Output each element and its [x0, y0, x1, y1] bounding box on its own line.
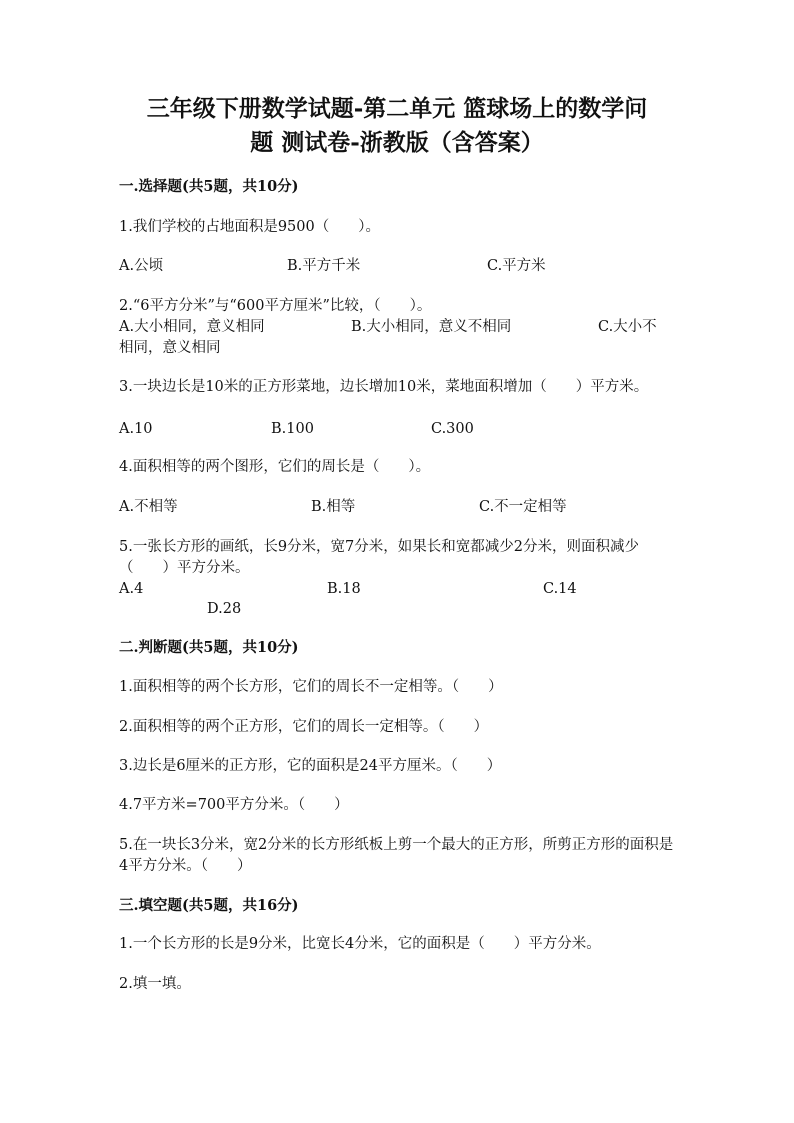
question-3-1: 1.一个长方形的长是9分米，比宽长4分米，它的面积是（ ）平方分米。 [119, 936, 601, 952]
option-1-4-c: C.不一定相等 [479, 499, 567, 515]
option-1-3-a: A.10 [119, 421, 153, 437]
option-1-5-c: C.14 [543, 581, 577, 597]
section-heading-choice: 一.选择题(共5题，共10分) [119, 178, 299, 195]
option-1-4-b: B.相等 [311, 499, 356, 515]
option-1-3-c: C.300 [431, 421, 474, 437]
option-1-1-b: B.平方千米 [287, 258, 361, 274]
option-1-5-a: A.4 [119, 581, 144, 597]
section-heading-judgement: 二.判断题(共5题，共10分) [119, 639, 299, 656]
page-title [100, 92, 694, 160]
title-line-2: 题 测试卷-浙教版（含答案） [250, 129, 544, 156]
question-1-1: 1.我们学校的占地面积是9500（ ）。 [119, 219, 380, 235]
option-1-2-b: B.大小相同，意义不相同 [351, 319, 512, 335]
question-1-5: 5.一张长方形的画纸，长9分米，宽7分米，如果长和宽都减少2分米，则面积减少（ ）平方分米。 [119, 539, 640, 576]
option-1-5-d: D.28 [207, 601, 242, 617]
option-1-3-b: B.100 [271, 421, 314, 437]
option-1-2-c-continued: 相同，意义相同 [119, 340, 221, 356]
question-1-4: 4.面积相等的两个图形，它们的周长是（ ）。 [119, 459, 431, 475]
question-2-3: 3.边长是6厘米的正方形，它的面积是24平方厘米。（ ） [119, 758, 502, 774]
section-heading-fill-blank: 三.填空题(共5题，共16分) [119, 897, 299, 914]
option-1-2-a: A.大小相同，意义相同 [119, 319, 265, 335]
option-1-1-c: C.平方米 [487, 258, 546, 274]
title-line-1: 三年级下册数学试题-第二单元 篮球场上的数学问 [146, 95, 648, 122]
question-1-3: 3.一块边长是10米的正方形菜地，边长增加10米，菜地面积增加（ ）平方米。 [119, 379, 649, 395]
option-1-2-c: C.大小不 [598, 319, 657, 335]
option-1-1-a: A.公顷 [119, 258, 164, 274]
option-1-5-b: B.18 [327, 581, 361, 597]
question-2-2: 2.面积相等的两个正方形，它们的周长一定相等。（ ） [119, 719, 489, 735]
question-2-1: 1.面积相等的两个长方形，它们的周长不一定相等。（ ） [119, 679, 503, 695]
question-2-5: 5.在一块长3分米，宽2分米的长方形纸板上剪一个最大的正方形，所剪正方形的面积是4平方分米。（ ） [119, 837, 674, 874]
question-3-2: 2.填一填。 [119, 976, 191, 992]
option-1-4-a: A.不相等 [119, 499, 178, 515]
question-1-2: 2.“6平方分米”与“600平方厘米”比较，（ ）。 [119, 298, 432, 314]
question-2-4: 4.7平方米=700平方分米。（ ） [119, 797, 349, 813]
